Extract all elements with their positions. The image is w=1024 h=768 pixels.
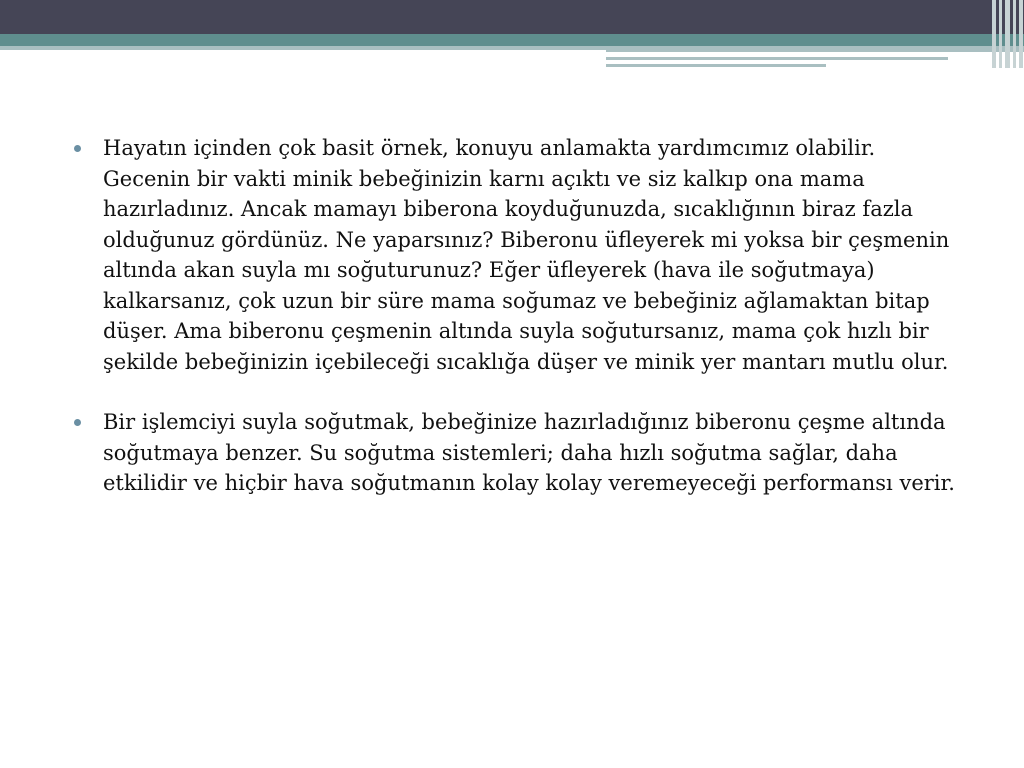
bullet-dot-icon [74,145,81,152]
slide-body [74,133,974,529]
bullet-item [74,133,963,377]
bullet-text: Bir işlemciyi suyla soğutmak, bebeğinize hazırladığınız biberonu çeşme altında soğutmaya benzer. Su soğutma sistemleri; daha hızlı soğutma sağlar, daha etkilidir ve hiçbir hava soğutmanın kolay kolay veremeyeceği performansı verir. [103,410,955,495]
bullet-list [74,133,974,499]
header-band-accent-left [0,46,606,50]
bullet-item [74,407,963,499]
header-band-dark [0,0,1024,34]
bullet-text: Hayatın içinden çok basit örnek, konuyu anlamakta yardımcımız olabilir. Gecenin bir vakti minik bebeğinizin karnı açıktı ve siz kalkıp ona mama hazırladınız. Ancak mamayı biberona koyduğunuzda, sıcaklığının biraz fazla olduğunuz gördünüz. Ne yaparsınız? Biberonu üfleyerek mi yoksa bir çeşmenin altında akan suyla mı soğuturunuz? Eğer üfleyerek (hava ile soğutmaya) kalkarsanız, çok uzun bir süre mama soğumaz ve bebeğiniz ağlamaktan bitap düşer. Ama biberonu çeşmenin altında suyla soğutursanız, mama çok hızlı bir şekilde bebeğinizin içebileceği sıcaklığa düşer ve minik yer mantarı mutlu olur. [103,136,950,374]
bullet-dot-icon [74,419,81,426]
header-band-teal [0,34,1024,46]
header-band-thin-line-1 [606,57,948,60]
header-right-stripes [990,0,1024,68]
header-band-thin-line-2 [606,64,826,67]
